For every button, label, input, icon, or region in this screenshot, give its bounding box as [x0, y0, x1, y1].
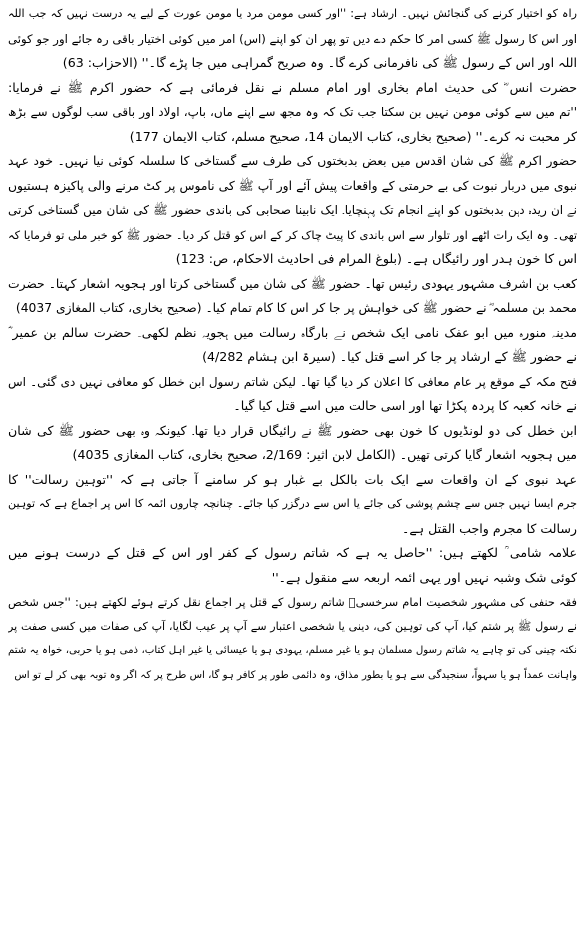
text-line: حضور اکرم ﷺ کی شان اقدس میں بعض بدبختوں کی طرف سے گستاخی کا سلسلہ کوئی نیا نہیں۔ خود عہد: [8, 154, 577, 168]
paragraph: [8, 76, 577, 150]
text-line: نے خانہ کعبہ کا پردہ پکڑا تھا اور اسی حالت میں اسے قتل کیا گیا۔: [233, 398, 577, 413]
text-line: کر محبت نہ کرے۔'' (صحیح بخاری، کتاب الایمان 14، صحیح مسلم، کتاب الایمان 177): [129, 128, 577, 144]
text-line: اللہ اور اس کے رسول ﷺ کی نافرمانی کرے گا۔ وہ صریح گمراہی میں جا پڑے گا۔'' (الاحزاب: 63): [62, 55, 577, 70]
text-line: ''تم میں سے کوئی مومن نہیں بن سکتا جب تک کہ وہ مجھ سے اپنے ماں، باپ، اولاد اور باقی سب لوگوں سے بڑھ: [8, 105, 577, 119]
text-line: نے رسول ﷺ پر شتم کیا، آپ کی توہین کی، دینی یا شخصی اعتبار سے آپ پر عیب لگایا، آپ کی صفات میں کسی صفت پر: [8, 619, 577, 633]
text-line: میں ہجویہ اشعار گایا کرتی تھیں۔ (الکامل لابن اثیر: 2/169، صحیح بخاری، کتاب المغازی 4035): [72, 447, 577, 462]
text-line: حضرت انس ؓ کی حدیث امام بخاری اور امام مسلم نے نقل فرمائی ہے کہ حضور اکرم ﷺ نے فرمایا:: [8, 79, 577, 95]
text-line: مدینہ منورہ میں ابو عفک نامی ایک شخص نے بارگاہ رسالت میں ہجویہ نظم لکھی۔ حضرت سالم بن عمیر ؓ: [8, 324, 577, 340]
text-line: نے ان ریدہ دہن بدبختوں کو اپنے انجام تک پہنچایا۔ ایک نابینا صحابی کی باندی حضور ﷺ کی شان میں گستاخی کرتی: [8, 203, 577, 217]
paragraph: [8, 370, 577, 419]
text-line: جرم ایسا نہیں جس سے چشم پوشی کی جائے یا اس سے درگزر کیا جائے۔ چنانچہ چاروں ائمہ کا اس پر اجماع ہے کہ توہین: [8, 497, 577, 510]
text-line: فتح مکہ کے موقع پر عام معافی کا اعلان کر دیا گیا تھا۔ لیکن شاتم رسول ابن خطل کو معافی نہیں دی گئی۔ اس: [8, 374, 577, 389]
text-line: کعب بن اشرف مشہور یہودی رئیس تھا۔ حضور ﷺ کی شان میں گستاخی کرتا اور ہجویہ اشعار کہتا۔ حضرت: [8, 276, 577, 291]
text-line: تھی۔ وہ ایک رات اٹھے اور تلوار سے اس باندی کا پیٹ چاک کر کے اس کو قتل کر دیا۔ حضور ﷺ کو خبر ملی تو فرمایا کہ: [8, 227, 577, 242]
paragraph: [8, 321, 577, 370]
text-line: عہد نبوی کے ان واقعات سے ایک بات بالکل بے غبار ہو کر سامنے آ جاتی ہے کہ ''توہین رسالت'' کا: [8, 471, 577, 487]
text-line: نکتہ چینی کی تو چاہے یہ شاتم رسول مسلمان ہو یا غیر مسلم، یہودی ہو یا عیسائی یا غیر اہل کتاب، ذمی ہو یا حربی، خواہ یہ شتم: [8, 645, 577, 656]
text-line: ابن خطل کی دو لونڈیوں کا خون بھی حضور ﷺ نے رائیگاں قرار دیا تھا۔ کیونکہ وہ بھی حضور ﷺ کی شان: [8, 422, 577, 438]
paragraph: [8, 541, 577, 590]
text-line: کوئی شک وشبہ نہیں اور یہی ائمہ اربعہ سے منقول ہے۔'': [271, 569, 577, 585]
paragraph: [8, 468, 577, 542]
text-line: علامہ شامی ؒ لکھتے ہیں: ''حاصل یہ ہے کہ شاتم رسول کے کفر اور اس کے قتل کے درست ہونے میں: [8, 545, 577, 560]
paragraph: [8, 2, 577, 76]
paragraph: [8, 590, 577, 688]
text-line: اور اس کا رسول ﷺ کسی امر کا حکم دے دیں تو پھر ان کو اپنے (اس) امر میں کوئی اختیار باقی رہ جائے اور جو کوئی: [8, 31, 577, 46]
text-line: محمد بن مسلمہ ؓ نے حضور ﷺ کی خواہش پر جا کر اس کا کام تمام کیا۔ (صحیح بخاری، کتاب المغازی 4037): [15, 301, 577, 315]
paragraph: [8, 419, 577, 468]
text-line: نبوی میں دربار نبوت کی بے حرمتی کے واقعات پیش آئے اور آپ ﷺ کی ناموس پر کٹ مرنے والی پاکیزہ ہستیوں: [8, 178, 577, 193]
paragraph: [8, 272, 577, 321]
text-line: رسالت کا مجرم واجب القتل ہے۔: [401, 520, 577, 536]
text-line: نے حضور ﷺ کے ارشاد پر جا کر اسے قتل کیا۔ (سیرۃ ابن ہشام 4/282): [202, 349, 577, 364]
text-line: اس کا خون ہدر اور رائیگاں ہے۔ (بلوغ المرام فی احادیث الاحکام، ص: 123): [175, 251, 577, 266]
paragraph: [8, 149, 577, 272]
text-line: فقہ حنفی کی مشہور شخصیت امام سرخسیؒ شاتم رسول کے قتل پر اجماع نقل کرتے ہوئے لکھتے ہیں: ''جس شخص: [8, 595, 577, 609]
text-line: راہ کو اختیار کرنے کی گنجائش نہیں۔ ارشاد ہے: ''اور کسی مومن مرد یا مومن عورت کے لیے یہ درست نہیں کہ جب اللہ: [8, 7, 577, 20]
text-line: واہانت عمداً ہو یا سہواً، سنجیدگی سے ہو یا بطور مذاق، وہ دائمی طور پر کافر ہو گا، اس طرح پر کہ اگر وہ توبہ بھی کر لے تو اس: [14, 669, 577, 681]
